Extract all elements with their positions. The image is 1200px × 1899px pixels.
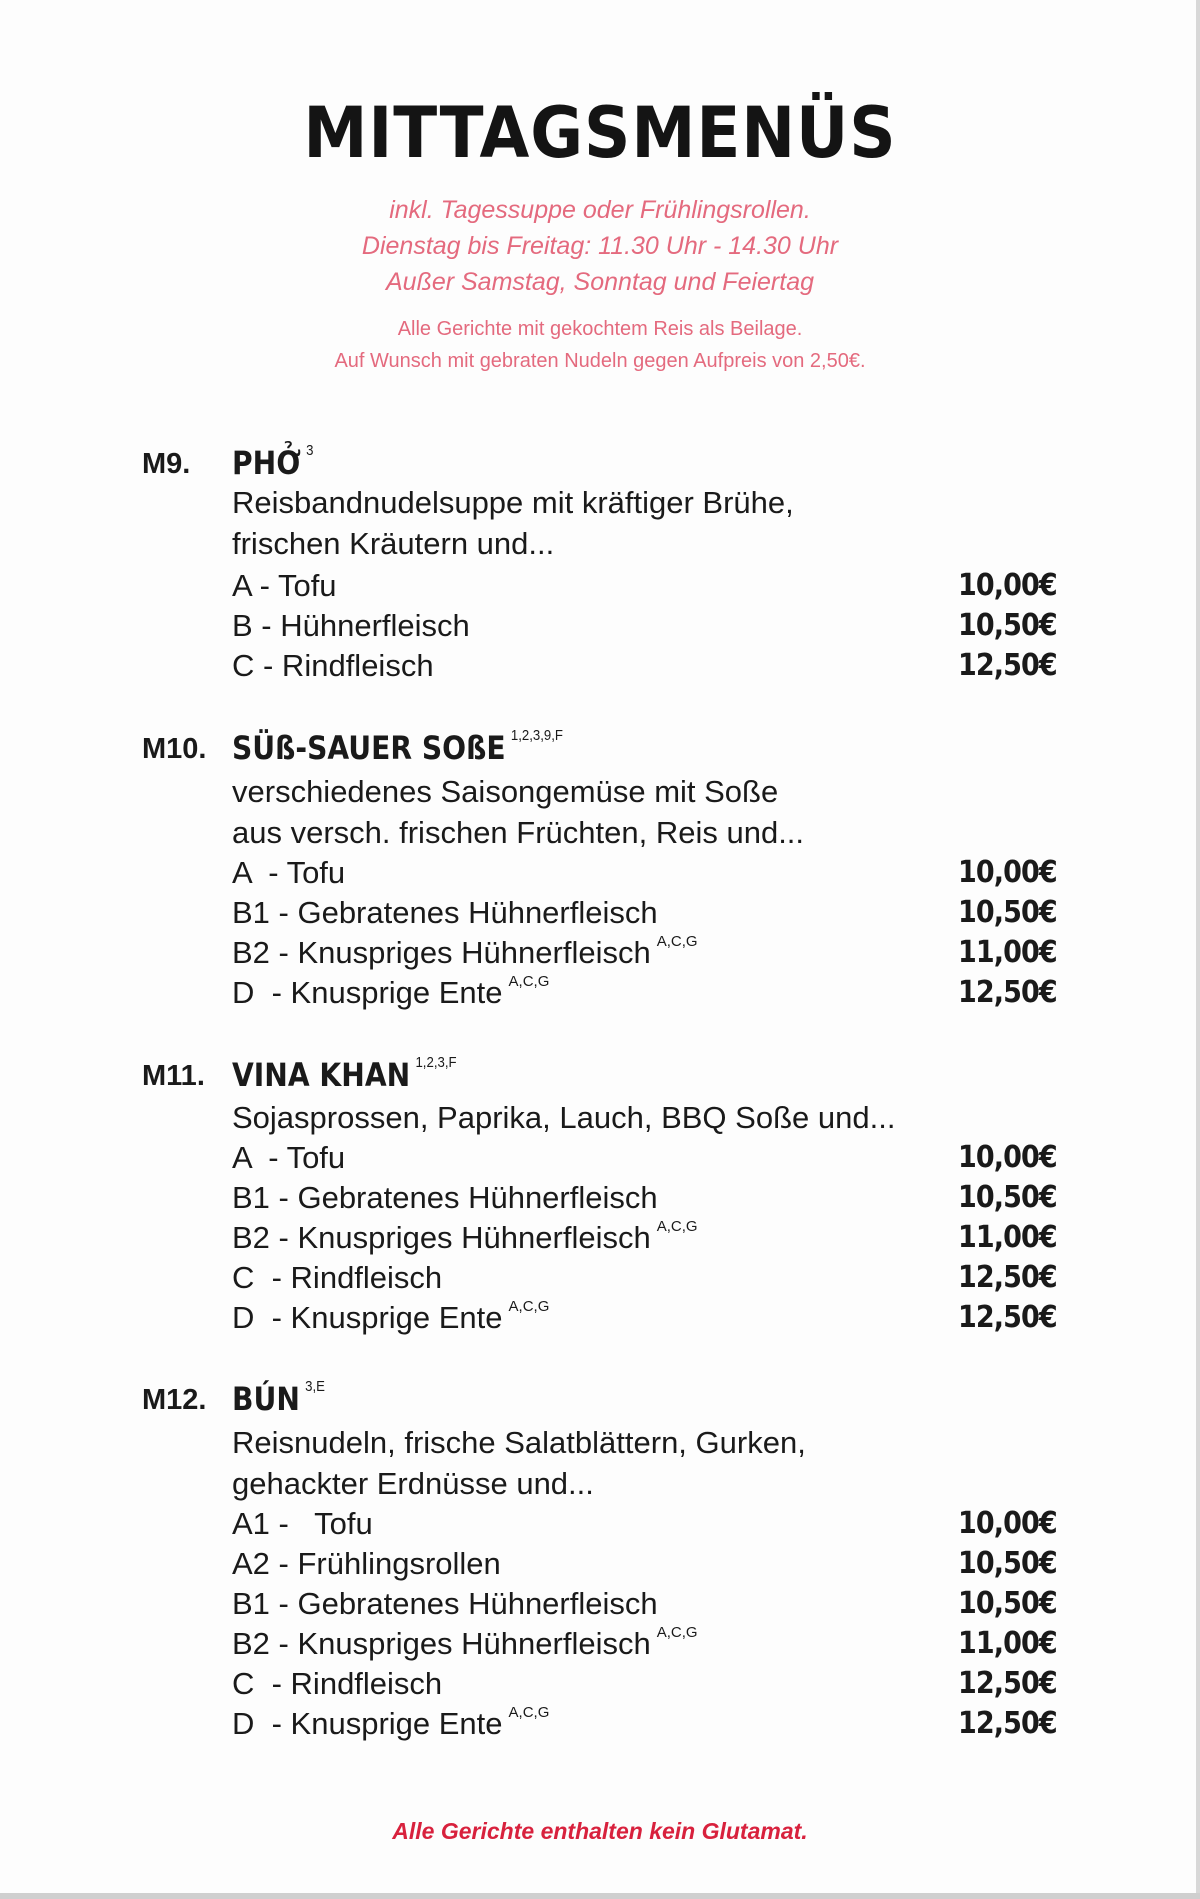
dish-code: M9. (142, 448, 191, 480)
allergen-note: 1,2,3,F (415, 1054, 457, 1071)
dish-description-line: aus versch. frischen Früchten, Reis und... (232, 815, 805, 850)
menu-item: A2 - Frühlingsrollen (232, 1546, 501, 1581)
allergen-note: 3,E (305, 1378, 325, 1395)
dish-name: PHỞ $^3$ (232, 442, 314, 482)
menu-title: MITTAGSMENÜS (303, 92, 897, 174)
note-line-2: Auf Wunsch mit gebraten Nudeln gegen Aufpreis von 2,50€. (334, 350, 866, 372)
dish-description-line: Reisbandnudelsuppe mit kräftiger Brühe, (232, 485, 794, 520)
item-price: 12,50€ (958, 1706, 1057, 1741)
menu-item: B - Hühnerfleisch (232, 608, 470, 643)
subtitle-line-2: Dienstag bis Freitag: 11.30 Uhr - 14.30 Uhr (361, 232, 839, 260)
item-price: 12,50€ (958, 1300, 1057, 1335)
footer-note: Alle Gerichte enthalten kein Glutamat. (392, 1818, 808, 1844)
allergen-note: A,C,G (656, 1624, 698, 1641)
menu-item: A - Tofu (232, 1140, 346, 1175)
dish-description-line: Sojasprossen, Paprika, Lauch, BBQ Soße und... (232, 1100, 896, 1135)
menu-item: D - Knusprige Ente $^{A,C,G}$ (232, 1704, 550, 1741)
menu-item: A1 - Tofu (232, 1506, 373, 1541)
item-price: 12,50€ (958, 648, 1057, 683)
item-price: 10,50€ (958, 895, 1057, 930)
item-price: 10,00€ (958, 1140, 1057, 1175)
menu-item: D - Knusprige Ente $^{A,C,G}$ (232, 1298, 550, 1335)
item-price: 11,00€ (958, 1220, 1057, 1255)
item-price: 12,50€ (958, 1666, 1057, 1701)
dish-code: M11. (142, 1060, 205, 1092)
subtitle-line-3: Außer Samstag, Sonntag und Feiertag (385, 268, 815, 296)
menu-item: B2 - Knuspriges Hühnerfleisch $^{A,C,G}$ (232, 933, 698, 970)
allergen-note: A,C,G (508, 1298, 550, 1315)
menu-item: B2 - Knuspriges Hühnerfleisch $^{A,C,G}$ (232, 1218, 698, 1255)
dish-description-line: frischen Kräutern und... (232, 526, 555, 561)
item-price: 10,50€ (958, 1586, 1057, 1621)
item-price: 10,00€ (958, 855, 1057, 890)
dish-description-line: verschiedenes Saisongemüse mit Soße (232, 774, 779, 809)
dish-description-line: Reisnudeln, frische Salatblättern, Gurken, (232, 1425, 806, 1460)
dish-code: M10. (142, 733, 207, 765)
menu-item: B1 - Gebratenes Hühnerfleisch (232, 1180, 658, 1215)
page-edge-bottom (0, 1893, 1200, 1899)
item-price: 10,50€ (958, 608, 1057, 643)
item-price: 10,00€ (958, 568, 1057, 603)
item-price: 11,00€ (958, 1626, 1057, 1661)
allergen-note: A,C,G (656, 933, 698, 950)
menu-item: A - Tofu (232, 855, 346, 890)
dish-name: BÚN $^{3,E}$ (232, 1378, 325, 1418)
subtitle-line-1: inkl. Tagessuppe oder Frühlingsrollen. (389, 196, 811, 224)
menu-item: C - Rindfleisch (232, 1260, 443, 1295)
dish-name: VINA KHAN $^{1,2,3,F}$ (232, 1054, 457, 1094)
item-price: 10,00€ (958, 1506, 1057, 1541)
menu-item: C - Rindfleisch (232, 648, 434, 683)
dish-name: SÜß-SAUER SOßE $^{1,2,3,9,F}$ (232, 727, 563, 767)
menu-item: B1 - Gebratenes Hühnerfleisch (232, 1586, 658, 1621)
item-price: 11,00€ (958, 935, 1057, 970)
item-price: 12,50€ (958, 975, 1057, 1010)
menu-item: B2 - Knuspriges Hühnerfleisch $^{A,C,G}$ (232, 1624, 698, 1661)
allergen-note: A,C,G (508, 973, 550, 990)
menu-item: A - Tofu (232, 568, 337, 603)
allergen-note: 3 (306, 442, 314, 459)
item-price: 10,50€ (958, 1180, 1057, 1215)
allergen-note: A,C,G (656, 1218, 698, 1235)
item-price: 12,50€ (958, 1260, 1057, 1295)
dish-code: M12. (142, 1384, 207, 1416)
item-price: 10,50€ (958, 1546, 1057, 1581)
menu-item: C - Rindfleisch (232, 1666, 443, 1701)
note-line-1: Alle Gerichte mit gekochtem Reis als Beilage. (397, 318, 803, 340)
allergen-note: A,C,G (508, 1704, 550, 1721)
allergen-note: 1,2,3,9,F (510, 727, 563, 744)
menu-item: D - Knusprige Ente $^{A,C,G}$ (232, 973, 550, 1010)
menu-item: B1 - Gebratenes Hühnerfleisch (232, 895, 658, 930)
dish-description-line: gehackter Erdnüsse und... (232, 1466, 594, 1501)
